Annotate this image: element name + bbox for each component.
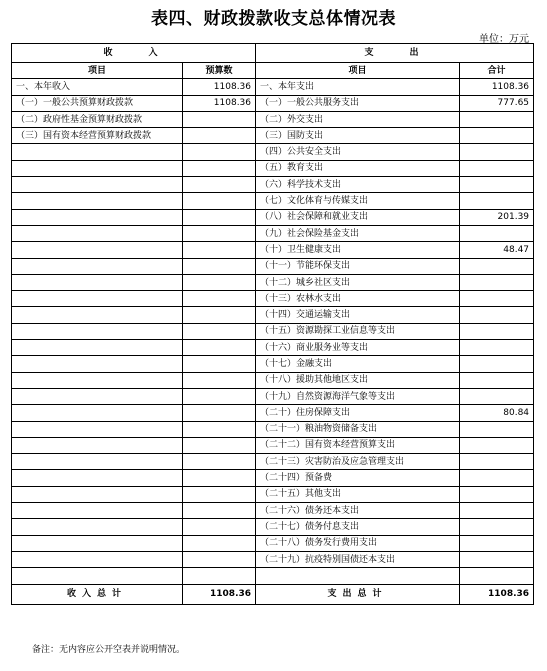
table-row [12,454,534,470]
table-row [12,177,534,193]
table-row [12,242,534,258]
expense-value-cell [460,454,534,470]
table-row [12,160,534,176]
unit-label: 单位：万元 [479,34,529,45]
expense-value-cell: 201.39 [460,209,534,225]
income-value-cell [183,193,256,209]
expense-value-cell [460,128,534,144]
income-item-cell [12,372,183,388]
page-title: 表四、财政拨款收支总体情况表 [151,9,396,29]
income-value-cell [183,421,256,437]
income-value-cell [183,568,256,584]
income-item-cell [12,307,183,323]
table-row [12,503,534,519]
expense-value-cell [460,388,534,404]
income-item-cell [12,356,183,372]
expense-item-cell: （十四）交通运输支出 [256,307,460,323]
income-value-cell [183,274,256,290]
table-row [12,486,534,502]
expense-item-cell: （二十二）国有资本经营预算支出 [256,437,460,453]
table-row [12,405,534,421]
expense-item-cell [256,568,460,584]
income-value-cell [183,258,256,274]
expense-item-cell: （十）卫生健康支出 [256,242,460,258]
income-item-cell: （一）一般公共预算财政拨款 [12,95,183,111]
income-total-value: 1108.36 [183,584,256,604]
income-value-cell [183,144,256,160]
table-row [12,128,534,144]
table-row [12,551,534,567]
income-item-cell [12,486,183,502]
expense-item-cell: （二十七）债务付息支出 [256,519,460,535]
income-item-cell [12,144,183,160]
expense-value-cell [460,274,534,290]
section-header-row [12,44,534,63]
table-row [12,95,534,111]
expense-item-cell: （十二）城乡社区支出 [256,274,460,290]
expense-item-cell: （八）社会保障和就业支出 [256,209,460,225]
expense-item-cell: （七）文化体育与传媒支出 [256,193,460,209]
income-item-cell [12,209,183,225]
table-row [12,519,534,535]
expense-value-cell [460,470,534,486]
income-item-cell [12,340,183,356]
income-value-cell: 1108.36 [183,79,256,95]
income-item-cell: （二）政府性基金预算财政拨款 [12,111,183,127]
expense-value-cell [460,193,534,209]
income-section-header: 收 入 [12,44,256,63]
income-value-cell [183,340,256,356]
table-row [12,144,534,160]
footnote: 备注：无内容应公开空表并说明情况。 [32,645,186,655]
income-value-cell [183,372,256,388]
table-row [12,568,534,584]
expense-item-cell: （二十）住房保障支出 [256,405,460,421]
expense-item-cell: （九）社会保险基金支出 [256,225,460,241]
expense-item-cell: （十五）资源勘探工业信息等支出 [256,323,460,339]
expense-item-cell: （二十五）其他支出 [256,486,460,502]
income-item-cell [12,551,183,567]
expense-value-cell [460,144,534,160]
income-item-cell [12,470,183,486]
expense-value-cell [460,519,534,535]
income-total-label: 收入总计 [12,584,183,604]
income-value-cell [183,437,256,453]
expense-value-cell [460,372,534,388]
expense-value-cell [460,225,534,241]
table-row [12,323,534,339]
expense-value-cell [460,421,534,437]
income-value-cell [183,323,256,339]
expense-item-cell: （十一）节能环保支出 [256,258,460,274]
income-value-cell [183,160,256,176]
expense-item-cell: （十三）农林水支出 [256,291,460,307]
table-row [12,193,534,209]
expense-value-cell [460,551,534,567]
income-value-cell [183,128,256,144]
expense-value-cell: 80.84 [460,405,534,421]
income-budget-header: 预算数 [183,63,256,79]
expense-item-cell: （二十一）粮油物资储备支出 [256,421,460,437]
column-header-row [12,63,534,79]
finance-table [11,43,534,605]
expense-value-cell [460,356,534,372]
income-value-cell [183,470,256,486]
total-row [12,584,534,604]
expense-item-cell: 一、本年支出 [256,79,460,95]
income-item-cell [12,193,183,209]
expense-total-value: 1108.36 [460,584,534,604]
income-value-cell [183,307,256,323]
table-row [12,307,534,323]
expense-value-cell [460,486,534,502]
table-row [12,258,534,274]
table-row [12,437,534,453]
income-item-cell [12,274,183,290]
expense-value-cell [460,568,534,584]
income-item-cell [12,568,183,584]
expense-value-cell: 48.47 [460,242,534,258]
income-item-cell [12,405,183,421]
expense-item-cell: （二十六）债务还本支出 [256,503,460,519]
expense-value-cell [460,437,534,453]
expense-item-cell: （一）一般公共服务支出 [256,95,460,111]
expense-item-cell: （二十八）债务发行费用支出 [256,535,460,551]
expense-item-cell: （二十三）灾害防治及应急管理支出 [256,454,460,470]
expense-value-cell [460,503,534,519]
income-item-cell: （三）国有资本经营预算财政拨款 [12,128,183,144]
income-value-cell [183,242,256,258]
expense-item-cell: （二十四）预备费 [256,470,460,486]
expense-value-cell [460,323,534,339]
table-row [12,225,534,241]
expense-value-cell [460,535,534,551]
table-row [12,421,534,437]
income-item-cell [12,454,183,470]
income-value-cell [183,503,256,519]
table-row [12,209,534,225]
income-item-cell [12,535,183,551]
income-value-cell [183,356,256,372]
expense-total-header: 合计 [460,63,534,79]
table-row [12,388,534,404]
income-value-cell [183,225,256,241]
expense-item-cell: （二）外交支出 [256,111,460,127]
expense-item-cell: （二十九）抗疫特别国债还本支出 [256,551,460,567]
expense-value-cell: 777.65 [460,95,534,111]
income-item-cell [12,437,183,453]
income-item-cell [12,421,183,437]
income-item-cell [12,323,183,339]
table-row [12,535,534,551]
expense-item-cell: （十七）金融支出 [256,356,460,372]
income-item-cell [12,258,183,274]
income-item-cell [12,388,183,404]
income-value-cell [183,535,256,551]
income-value-cell [183,405,256,421]
income-value-cell [183,388,256,404]
income-item-cell [12,225,183,241]
expense-value-cell [460,307,534,323]
income-value-cell [183,486,256,502]
expense-value-cell [460,177,534,193]
expense-item-cell: （四）公共安全支出 [256,144,460,160]
expense-value-cell [460,160,534,176]
table-row [12,79,534,95]
expense-item-cell: （十九）自然资源海洋气象等支出 [256,388,460,404]
table-row [12,274,534,290]
income-value-cell [183,209,256,225]
expense-section-header: 支 出 [256,44,534,63]
table-row [12,470,534,486]
income-item-cell [12,177,183,193]
expense-item-header: 项目 [256,63,460,79]
income-item-cell [12,242,183,258]
expense-item-cell: （五）教育支出 [256,160,460,176]
income-value-cell [183,111,256,127]
income-value-cell [183,551,256,567]
income-item-cell [12,160,183,176]
expense-value-cell [460,291,534,307]
expense-value-cell [460,111,534,127]
income-value-cell [183,177,256,193]
table-row [12,111,534,127]
expense-item-cell: （三）国防支出 [256,128,460,144]
expense-total-label: 支出总计 [256,584,460,604]
expense-value-cell [460,258,534,274]
income-item-cell [12,503,183,519]
income-value-cell [183,291,256,307]
income-item-cell [12,291,183,307]
income-item-cell: 一、本年收入 [12,79,183,95]
expense-item-cell: （六）科学技术支出 [256,177,460,193]
table-row [12,356,534,372]
expense-value-cell [460,340,534,356]
income-item-cell [12,519,183,535]
expense-item-cell: （十八）援助其他地区支出 [256,372,460,388]
expense-value-cell: 1108.36 [460,79,534,95]
table-row [12,372,534,388]
table-row [12,291,534,307]
income-value-cell [183,519,256,535]
expense-item-cell: （十六）商业服务业等支出 [256,340,460,356]
income-value-cell [183,454,256,470]
income-value-cell: 1108.36 [183,95,256,111]
table-row [12,340,534,356]
income-item-header: 项目 [12,63,183,79]
